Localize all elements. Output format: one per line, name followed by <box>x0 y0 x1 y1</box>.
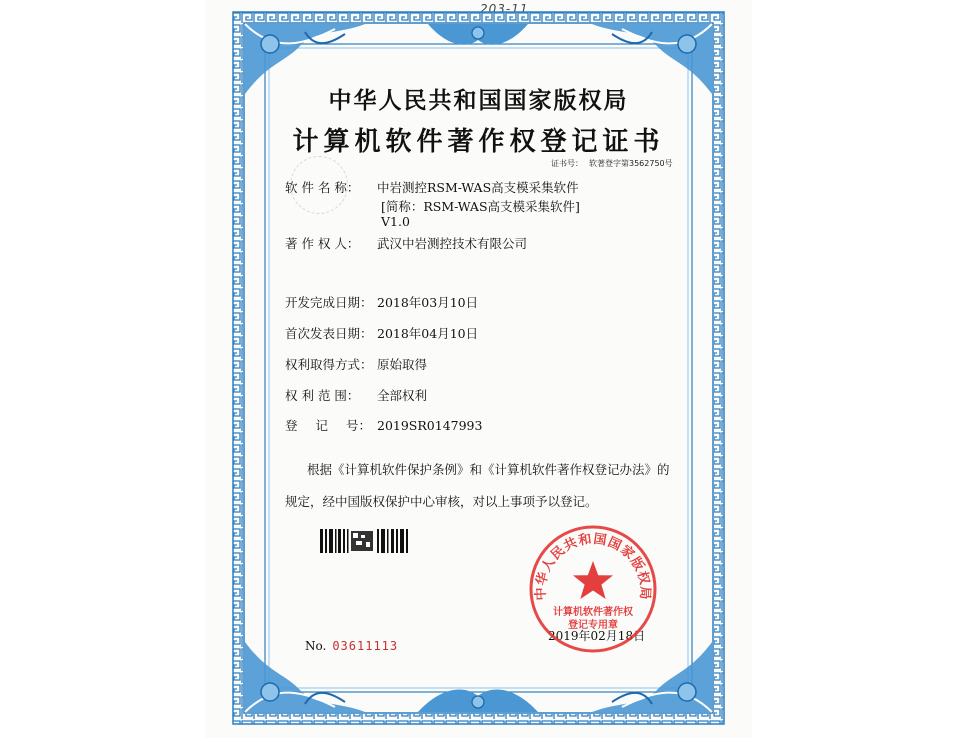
field-value: 2019SR0147993 <box>377 418 483 433</box>
field-label: 权 利 范 围： <box>285 388 360 403</box>
field-label: 权利取得方式： <box>285 357 373 372</box>
certificate-number-value: 软著登字第3562750号 <box>589 159 673 168</box>
barcode-icon <box>320 529 410 553</box>
field-value: 2018年04月10日 <box>377 326 479 341</box>
handwritten-note: 203-11 <box>480 2 529 16</box>
field-value: 全部权利 <box>377 388 428 403</box>
field-registration-number <box>285 418 482 434</box>
official-seal <box>527 523 659 655</box>
field-short-name: [简称：RSM-WAS高支模采集软件] <box>381 199 580 214</box>
statement-line-1: 根据《计算机软件保护条例》和《计算机软件著作权登记办法》的 <box>307 462 670 477</box>
field-label: 软 件 名 称： <box>285 180 360 195</box>
field-copyright-owner <box>285 236 527 252</box>
bottom-center-ornament-icon <box>418 689 538 712</box>
serial-number-label: No. <box>305 639 327 653</box>
certificate-title: 计算机软件著作权登记证书 <box>292 127 665 157</box>
star-icon <box>573 561 613 599</box>
seal-inner-line-2: 登记专用章 <box>568 620 618 631</box>
field-rights-scope <box>285 388 427 404</box>
field-label: 登 记 号： <box>285 418 371 433</box>
issuer-title: 中华人民共和国国家版权局 <box>328 88 629 114</box>
top-center-ornament-icon <box>428 24 528 45</box>
field-acquisition-method <box>285 357 427 373</box>
field-label: 首次发表日期： <box>285 326 373 341</box>
serial-number-value: 03611113 <box>332 639 399 653</box>
field-version: V1.0 <box>381 214 410 229</box>
field-dev-completion-date <box>285 295 478 311</box>
issue-date: 2019年02月18日 <box>548 629 646 643</box>
serial-number <box>305 639 398 653</box>
field-software-name <box>285 180 579 196</box>
field-first-publication-date <box>285 326 478 342</box>
certificate-number-label: 证书号： <box>551 159 583 168</box>
field-value: 中岩测控RSM-WAS高支模采集软件 <box>377 180 579 195</box>
field-value: 2018年03月10日 <box>377 295 479 310</box>
statement-line-2: 规定，经中国版权保护中心审核，对以上事项予以登记。 <box>285 494 598 509</box>
seal-ring-text: 中华人民共和国国家版权局 <box>533 531 653 601</box>
seal-inner-line-1: 计算机软件著作权 <box>553 607 633 618</box>
field-label: 著 作 权 人： <box>285 236 360 251</box>
field-value: 武汉中岩测控技术有限公司 <box>377 236 528 251</box>
certificate-number <box>551 158 673 169</box>
field-label: 开发完成日期： <box>285 295 373 310</box>
field-value: 原始取得 <box>377 357 428 372</box>
